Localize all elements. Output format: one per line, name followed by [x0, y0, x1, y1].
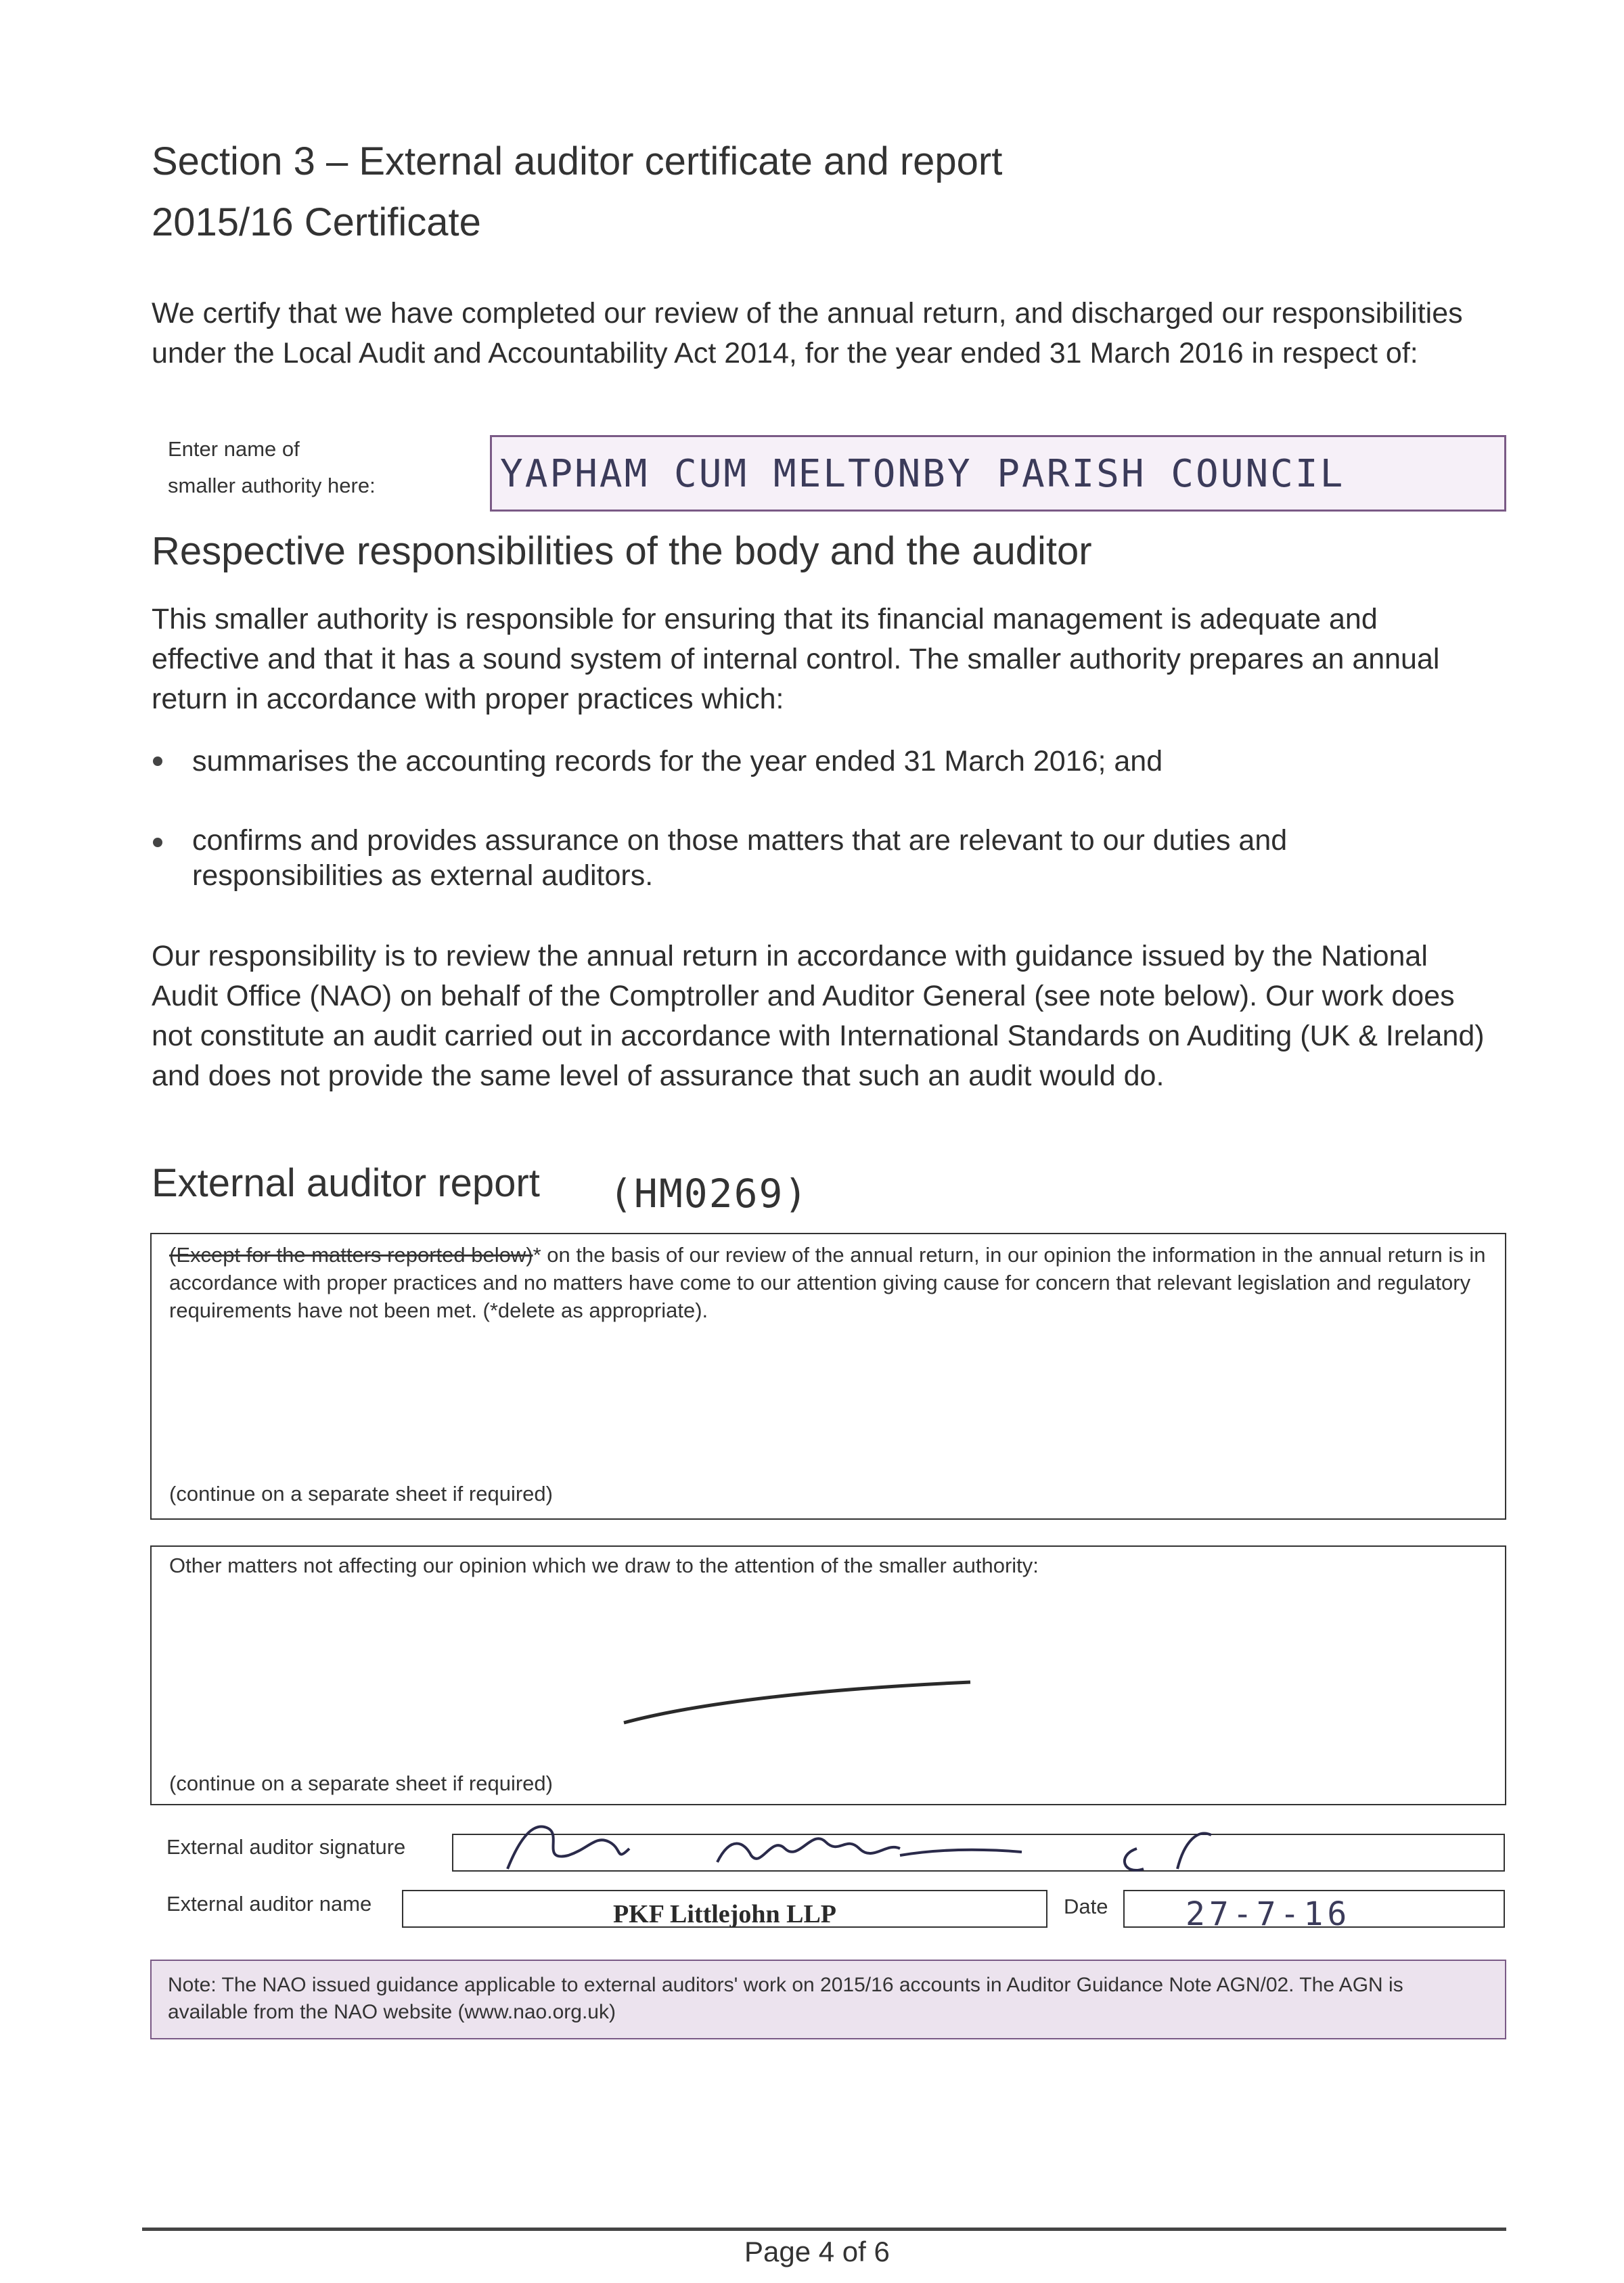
auditor-name-field[interactable]: [402, 1890, 1047, 1928]
our-responsibility-paragraph: Our responsibility is to review the annual return in accordance with guidance issued by the National Audit Office (NAO) on behalf of the Comptroller and Auditor General (see note below). Our work does not constitute an audit carried out in accordance with International Standards on Auditing (UK & Ireland) and does not provide the same level of assurance that such an audit would do.: [152, 940, 1485, 1092]
report-heading: External auditor report: [152, 1161, 540, 1205]
signature-label: External auditor signature: [166, 1835, 406, 1859]
nao-note-box: [150, 1960, 1506, 2039]
date-value: 27-7-16: [1186, 1895, 1351, 1933]
date-label: Date: [1064, 1895, 1108, 1918]
date-field[interactable]: [1123, 1890, 1505, 1933]
opinion-statement: * on the basis of our review of the annual return, in our opinion the information in the annual return is in accordance with proper practices and no matters have come to our attention giving cause for concern that relevant legislation and regulatory requirements have not been met. (*delete as appropriate).: [169, 1243, 1486, 1322]
bullet-item: summarises the accounting records for the year ended 31 March 2016; and: [192, 745, 1163, 777]
authority-name-value: YAPHAM CUM MELTONBY PARISH COUNCIL: [500, 452, 1345, 496]
opinion-box[interactable]: [150, 1233, 1506, 1520]
struck-out-phrase: (Except for the matters reported below): [169, 1243, 533, 1267]
continue-note: (continue on a separate sheet if required): [169, 1482, 553, 1506]
bullet-icon: [153, 838, 162, 847]
other-matters-box[interactable]: [150, 1545, 1506, 1805]
footer-rule: [142, 2228, 1506, 2231]
other-matters-label: Other matters not affecting our opinion which we draw to the attention of the smaller authority:: [169, 1554, 1039, 1577]
auditor-name-value: PKF Littlejohn LLP: [612, 1900, 837, 1928]
authority-label-line1: Enter name of: [168, 437, 300, 461]
certificate-year-title: 2015/16 Certificate: [152, 200, 481, 244]
signature-field[interactable]: [452, 1834, 1505, 1872]
continue-note: (continue on a separate sheet if required): [169, 1771, 553, 1795]
certify-paragraph: We certify that we have completed our review of the annual return, and discharged our responsibilities under the Local Audit and Accountability Act 2014, for the year ended 31 March 2016 in respect of:: [152, 297, 1463, 369]
bullet-icon: [153, 756, 162, 766]
nao-note-text: Note: The NAO issued guidance applicable to external auditors' work on 2015/16 accounts in Auditor Guidance Note AGN/02. The AGN is available from the NAO website (www.nao.org.uk): [168, 1974, 1403, 2023]
opinion-text: [169, 1241, 1489, 1324]
responsibilities-intro: This smaller authority is responsible for ensuring that its financial management is adequate and effective and that it has a sound system of internal control. The smaller authority prepares an annual return in accordance with proper practices which:: [152, 603, 1440, 715]
responsibilities-heading: Respective responsibilities of the body and the auditor: [152, 529, 1092, 573]
authority-name-field[interactable]: [490, 435, 1506, 512]
dash-stroke: [618, 1655, 984, 1736]
auditor-name-label: External auditor name: [166, 1892, 372, 1916]
handwritten-signature: [494, 1808, 1374, 1882]
handwritten-reference: (HM0269): [609, 1171, 809, 1217]
authority-label-line2: smaller authority here:: [168, 474, 376, 497]
section-title: Section 3 – External auditor certificate and report: [152, 139, 1003, 183]
bullet-item: confirms and provides assurance on those matters that are relevant to our duties and responsibilities as external auditors.: [192, 824, 1288, 892]
page-number: Page 4 of 6: [744, 2236, 890, 2267]
